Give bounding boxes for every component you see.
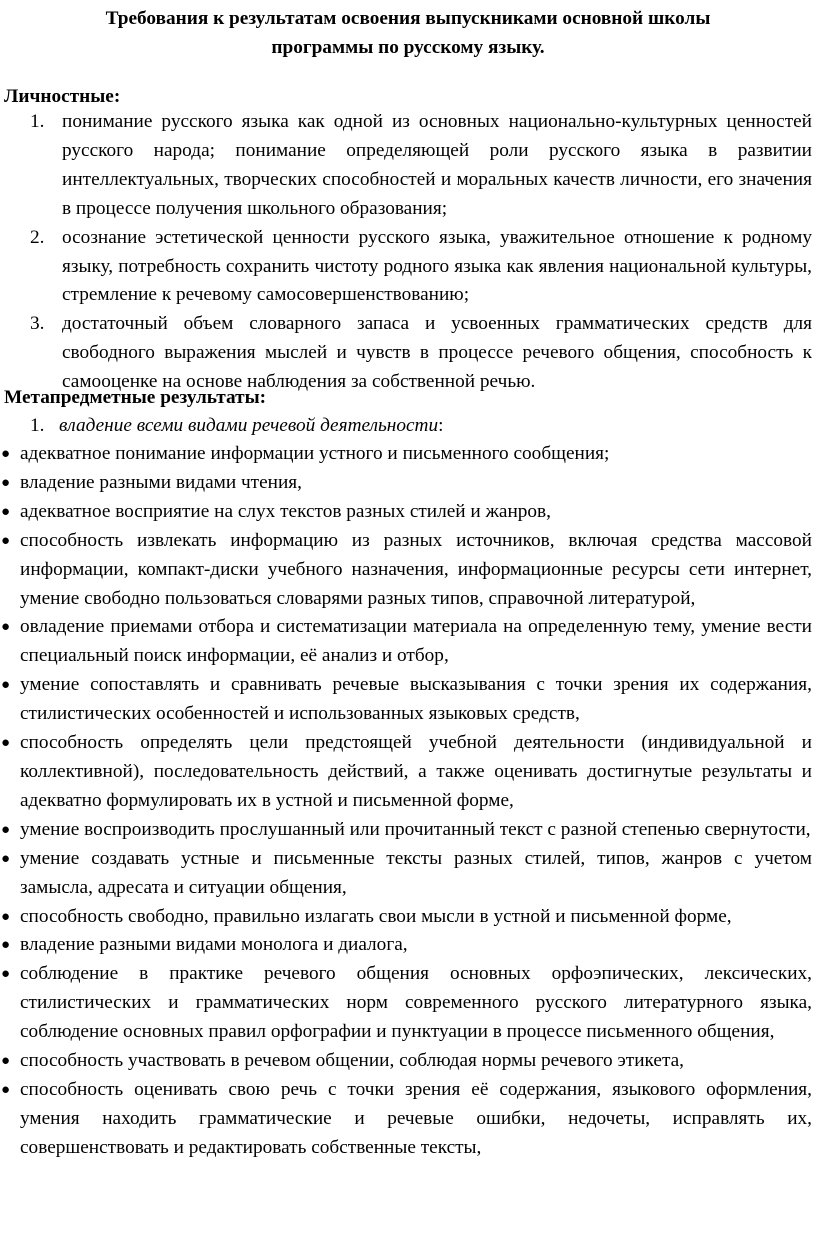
bullet-icon: ●: [1, 908, 11, 925]
list-item: [0, 816, 816, 845]
bullet-text: умение создавать устные и письменные тексты разных стилей, типов, жанров с учетом замысла, адресата и ситуации общения,: [20, 847, 812, 898]
bullet-text: овладение приемами отбора и систематизации материала на определенную тему, умение вести специальный поиск информации, её анализ и отбор,: [20, 616, 812, 667]
bullet-text: способность участвовать в речевом общении, соблюдая нормы речевого этикета,: [20, 1050, 684, 1072]
list-item: [0, 960, 816, 1047]
list-item: [0, 903, 816, 932]
item-text: понимание русского языка как одной из основных национально-культурных ценностей русского народа; понимание определяющей роли русского языка в развитии интеллектуальных, творческих способностей и моральных качеств личности, его значения в процессе получения школьного образования;: [62, 111, 812, 219]
personal-list: [0, 108, 816, 397]
bullet-icon: ●: [1, 937, 11, 954]
bullet-text: способность свободно, правильно излагать свои мысли в устной и письменной форме,: [20, 905, 732, 927]
personal-item-2: [0, 224, 816, 311]
bullet-icon: ●: [1, 966, 11, 983]
bullet-text: владение разными видами чтения,: [20, 471, 302, 493]
item-number: 1.: [30, 111, 45, 132]
bullet-icon: ●: [1, 1053, 11, 1070]
bullet-text: соблюдение в практике речевого общения основных орфоэпических, лексических, стилистических и грамматических норм современного русского литературного языка, соблюдение основных правил орфографии и пунктуации в процессе письменного общения,: [20, 963, 812, 1043]
bullet-icon: ●: [1, 503, 11, 520]
bullet-icon: ●: [1, 677, 11, 694]
list-item: [0, 845, 816, 903]
meta-sub-text: владение всеми видами речевой деятельности: [58, 415, 439, 436]
personal-heading: Личностные:: [4, 86, 121, 107]
list-item: [0, 931, 816, 960]
bullet-icon: ●: [1, 446, 11, 462]
bullet-text: способность извлекать информацию из разных источников, включая средства массовой информации, компакт-диски учебного назначения, информационные ресурсы сети интернет, умение свободно пользоваться словарями разных типов, справочной литературой,: [20, 529, 812, 609]
bullet-text: умение воспроизводить прослушанный или прочитанный текст с разной степенью свернутости,: [20, 818, 811, 840]
document-title: [0, 4, 816, 62]
bullet-icon: ●: [1, 474, 11, 491]
item-number: 3.: [30, 313, 45, 335]
title-line-2: программы по русскому языку.: [271, 37, 545, 58]
bullet-icon: ●: [1, 532, 11, 549]
item-text: осознание эстетической ценности русского языка, уважительное отношение к родному языку, потребность сохранить чистоту родного языка как явления национальной культуры, стремление к речевому самосовершенствованию;: [62, 226, 812, 306]
bullet-text: способность определять цели предстоящей учебной деятельности (индивидуальной и коллективной), последовательность действий, а также оценивать достигнутые результаты и адекватно формулировать их в устной и письменной форме,: [20, 732, 812, 811]
bullet-text: адекватное восприятие на слух текстов разных стилей и жанров,: [20, 500, 551, 522]
list-item: [0, 440, 816, 469]
list-item: [0, 613, 816, 671]
title-line-1: Требования к результатам освоения выпускниками основной школы: [105, 8, 711, 29]
personal-item-1: [0, 108, 816, 224]
bullet-text: способность оценивать свою речь с точки зрения её содержания, языкового оформления, умения находить грамматические и речевые ошибки, недочеты, исправлять их, совершенствовать и редактировать собственные тексты,: [20, 1078, 812, 1158]
bullet-icon: ●: [1, 821, 11, 838]
bullet-icon: ●: [1, 619, 11, 636]
bullet-text: владение разными видами монолога и диалога,: [20, 934, 408, 956]
list-item: [0, 498, 816, 527]
item-number: 2.: [30, 226, 45, 248]
list-item: [0, 1047, 816, 1076]
meta-sub-suffix: :: [438, 415, 444, 436]
bullet-icon: ●: [1, 735, 11, 752]
bullet-text: умение сопоставлять и сравнивать речевые высказывания с точки зрения их содержания, стилистических особенностей и использованных языковых средств,: [20, 674, 812, 725]
list-item: [0, 729, 816, 816]
bullet-text: адекватное понимание информации устного и письменного сообщения;: [20, 443, 610, 464]
meta-subheading: [30, 411, 443, 440]
meta-sub-number: 1.: [30, 415, 45, 436]
meta-bullet-list: [0, 440, 816, 1163]
list-item: [0, 1076, 816, 1163]
list-item: [0, 671, 816, 729]
list-item: [0, 527, 816, 614]
list-item: [0, 469, 816, 498]
item-text: достаточный объем словарного запаса и усвоенных грамматических средств для свободного выражения мыслей и чувств в процессе речевого общения, способность к самооценке на основе наблюдения за собственной речью.: [62, 313, 812, 393]
bullet-icon: ●: [1, 850, 11, 867]
bullet-icon: ●: [1, 1081, 11, 1098]
meta-heading: Метапредметные результаты:: [4, 387, 267, 408]
